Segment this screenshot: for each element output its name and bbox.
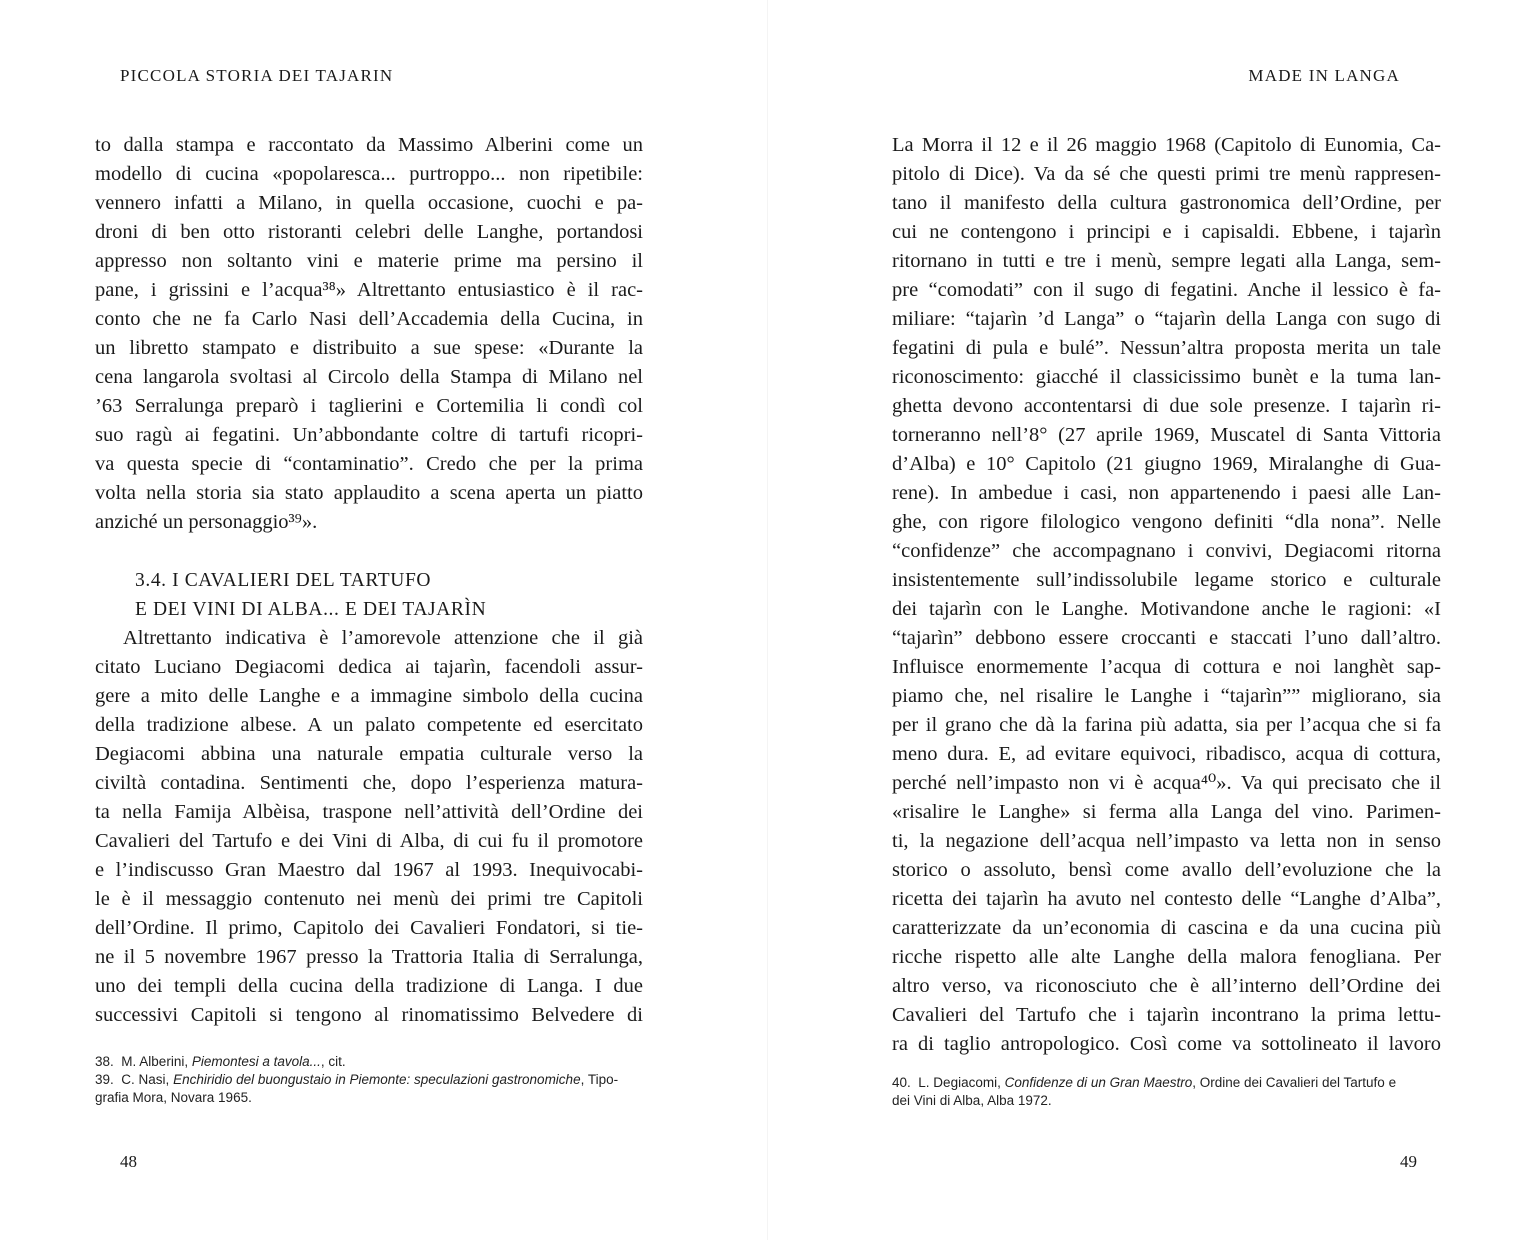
text-line: Cavalieri del Tartufo che i tajarìn incontrano la prima lettu- xyxy=(892,1004,1441,1026)
text-line: le è il messaggio contenuto nei menù dei primi tre Capitoli xyxy=(95,888,643,910)
text-line: ricche rispetto alle alte Langhe della malora fenogliana. Per xyxy=(892,946,1441,968)
section-heading-line-2: E DEI VINI DI ALBA... E DEI TAJARÌN xyxy=(135,599,487,620)
footnote-39 xyxy=(95,1071,643,1107)
footnote-number: 38. xyxy=(95,1054,114,1069)
text-line: ghe, con rigore filologico vengono definiti “dla nona”. Nelle xyxy=(892,511,1441,533)
section-gap xyxy=(95,537,643,566)
right-page xyxy=(768,0,1535,1240)
text-line: «risalire le Langhe» si ferma alla Langa del vino. Parimen- xyxy=(892,801,1441,823)
text-line: cui ne contengono i principi e i capisaldi. Ebbene, i tajarìn xyxy=(892,221,1441,243)
text-line: dell’Ordine. Il primo, Capitolo dei Cavalieri Fondatori, si tie- xyxy=(95,917,643,939)
text-line: pitolo di Dice). Va da sé che questi primi tre menù rappresen- xyxy=(892,163,1441,185)
section-heading-line-1: 3.4. I CAVALIERI DEL TARTUFO xyxy=(135,570,432,591)
text-line: pre “comodati” con il sugo di fegatini. Anche il lessico è fa- xyxy=(892,279,1441,301)
footnote-continuation: grafia Mora, Novara 1965. xyxy=(95,1090,252,1105)
text-line: Degiacomi abbina una naturale empatia culturale verso la xyxy=(95,743,643,765)
text-line: vennero infatti a Milano, in quella occasione, cuochi e pa- xyxy=(95,192,643,214)
text-line: un libretto stampato e distribuito a sue spese: «Durante la xyxy=(95,337,643,359)
text-line: meno dura. E, ad evitare equivoci, ribadisco, acqua di cottura, xyxy=(892,743,1441,765)
text-line: appresso non soltanto vini e materie prime ma persino il xyxy=(95,250,643,272)
footnote-author: C. Nasi, xyxy=(121,1072,170,1087)
text-line: rene). In ambedue i casi, non appartenendo i paesi alle Lan- xyxy=(892,482,1441,504)
text-line: La Morra il 12 e il 26 maggio 1968 (Capitolo di Eunomia, Ca- xyxy=(892,134,1441,156)
text-line: d’Alba) e 10° Capitolo (21 giugno 1969, Miralanghe di Gua- xyxy=(892,453,1441,475)
footnote-40 xyxy=(892,1074,1447,1110)
text-line: va questa specie di “contaminatio”. Credo che per la prima xyxy=(95,453,643,475)
text-line: to dalla stampa e raccontato da Massimo Alberini come un xyxy=(95,134,643,156)
text-line: conto che ne fa Carlo Nasi dell’Accademia della Cucina, in xyxy=(95,308,643,330)
text-line: citato Luciano Degiacomi dedica ai tajarìn, facendoli assur- xyxy=(95,656,643,678)
text-line: torneranno nell’8° (27 aprile 1969, Muscatel di Santa Vittoria xyxy=(892,424,1441,446)
text-line: miliare: “tajarìn ’d Langa” o “tajarìn della Langa con sugo di xyxy=(892,308,1441,330)
text-line: “tajarìn” debbono essere croccanti e staccati l’uno dall’altro. xyxy=(892,627,1441,649)
page-number-right: 49 xyxy=(1400,1152,1417,1171)
text-line: gere a mito delle Langhe e a immagine simbolo della cucina xyxy=(95,685,643,707)
text-line: “confidenze” che accompagnano i convivi, Degiacomi ritorna xyxy=(892,540,1441,562)
text-line: caratterizzate da un’economia di cascina e da una cucina più xyxy=(892,917,1441,939)
text-line: volta nella storia sia stato applaudito a scena aperta un piatto xyxy=(95,482,643,504)
footnotes-left xyxy=(95,1053,643,1107)
footnote-author: M. Alberini, xyxy=(121,1054,189,1069)
footnote-rest: , Ordine dei Cavalieri del Tartufo e xyxy=(1192,1075,1397,1090)
text-line: perché nell’impasto non vi è acqua⁴⁰». Va qui precisato che il xyxy=(892,772,1441,794)
text-line: Altrettanto indicativa è l’amorevole attenzione che il già xyxy=(123,627,643,649)
footnotes-right xyxy=(892,1074,1447,1110)
text-line: dei tajarìn con le Langhe. Motivandone anche le ragioni: «I xyxy=(892,598,1441,620)
text-line: anziché un personaggio³⁹». xyxy=(95,511,318,533)
text-line: Influisce enormemente l’acqua di cottura e noi langhèt sap- xyxy=(892,656,1441,678)
text-line: cena langarola svoltasi al Circolo della Stampa di Milano nel xyxy=(95,366,643,388)
text-line: Cavalieri del Tartufo e dei Vini di Alba, di cui fu il promotore xyxy=(95,830,643,852)
text-line: insistentemente sull’indissolubile legame storico e culturale xyxy=(892,569,1441,591)
text-line: pane, i grissini e l’acqua³⁸» Altrettanto entusiastico è il rac- xyxy=(95,279,643,301)
text-line: e l’indiscusso Gran Maestro dal 1967 al 1993. Inequivocabi- xyxy=(95,859,643,881)
footnote-rest: , cit. xyxy=(320,1054,346,1069)
text-line: ricetta dei tajarìn ha avuto nel contesto delle “Langhe d’Alba”, xyxy=(892,888,1441,910)
text-line: altro verso, va riconosciuto che è all’interno dell’Ordine dei xyxy=(892,975,1441,997)
text-line: successivi Capitoli si tengono al rinomatissimo Belvedere di xyxy=(95,1004,643,1026)
running-head-left: PICCOLA STORIA DEI TAJARIN xyxy=(120,66,394,85)
text-line: riconoscimento: giacché il classicissimo bunèt e la tuma lan- xyxy=(892,366,1441,388)
text-line: droni di ben otto ristoranti celebri delle Langhe, portandosi xyxy=(95,221,643,243)
text-line: per il grano che dà la farina più adatta, sia per l’acqua che si fa xyxy=(892,714,1441,736)
left-page xyxy=(0,0,767,1240)
footnote-title: Piemontesi a tavola... xyxy=(191,1054,321,1069)
left-body-text xyxy=(95,131,643,1030)
page-number-left: 48 xyxy=(120,1152,137,1171)
footnote-author: L. Degiacomi, xyxy=(918,1075,1001,1090)
footnote-38 xyxy=(95,1053,643,1071)
text-line: ta nella Famija Albèisa, traspone nell’attività dell’Ordine dei xyxy=(95,801,643,823)
text-line: ghetta devono accontentarsi di due sole presenze. I tajarìn ri- xyxy=(892,395,1441,417)
text-line: modello di cucina «popolaresca... purtroppo... non ripetibile: xyxy=(95,163,643,185)
right-body-text xyxy=(892,131,1441,1059)
footnote-number: 39. xyxy=(95,1072,114,1087)
footnote-title: Confidenze di un Gran Maestro xyxy=(1004,1075,1193,1090)
footnote-number: 40. xyxy=(892,1075,911,1090)
text-line: ’63 Serralunga preparò i taglierini e Cortemilia li condì col xyxy=(95,395,643,417)
text-line: ra di taglio antropologico. Così come va sottolineato il lavoro xyxy=(892,1033,1441,1055)
text-line: uno dei templi della cucina della tradizione di Langa. I due xyxy=(95,975,643,997)
text-line: suo ragù ai fegatini. Un’abbondante coltre di tartufi ricopri- xyxy=(95,424,643,446)
footnote-title: Enchiridio del buongustaio in Piemonte: speculazioni gastronomiche xyxy=(173,1072,581,1087)
running-head-right: MADE IN LANGA xyxy=(1248,66,1400,85)
text-line: storico o assoluto, bensì come avallo dell’evoluzione che la xyxy=(892,859,1441,881)
text-line: fegatini di pula e bulé”. Nessun’altra proposta merita un tale xyxy=(892,337,1441,359)
footnote-rest: , Tipo- xyxy=(580,1072,619,1087)
text-line: ne il 5 novembre 1967 presso la Trattoria Italia di Serralunga, xyxy=(95,946,643,968)
footnote-continuation: dei Vini di Alba, Alba 1972. xyxy=(892,1093,1052,1108)
text-line: piamo che, nel risalire le Langhe i “tajarìn”” migliorano, sia xyxy=(892,685,1441,707)
text-line: ritornano in tutti e tre i menù, sempre legati alla Langa, sem- xyxy=(892,250,1441,272)
text-line: civiltà contadina. Sentimenti che, dopo l’esperienza matura- xyxy=(95,772,643,794)
text-line: della tradizione albese. A un palato competente ed esercitato xyxy=(95,714,643,736)
text-line: tano il manifesto della cultura gastronomica dell’Ordine, per xyxy=(892,192,1441,214)
text-line: ti, la negazione dell’acqua nell’impasto va letta non in senso xyxy=(892,830,1441,852)
